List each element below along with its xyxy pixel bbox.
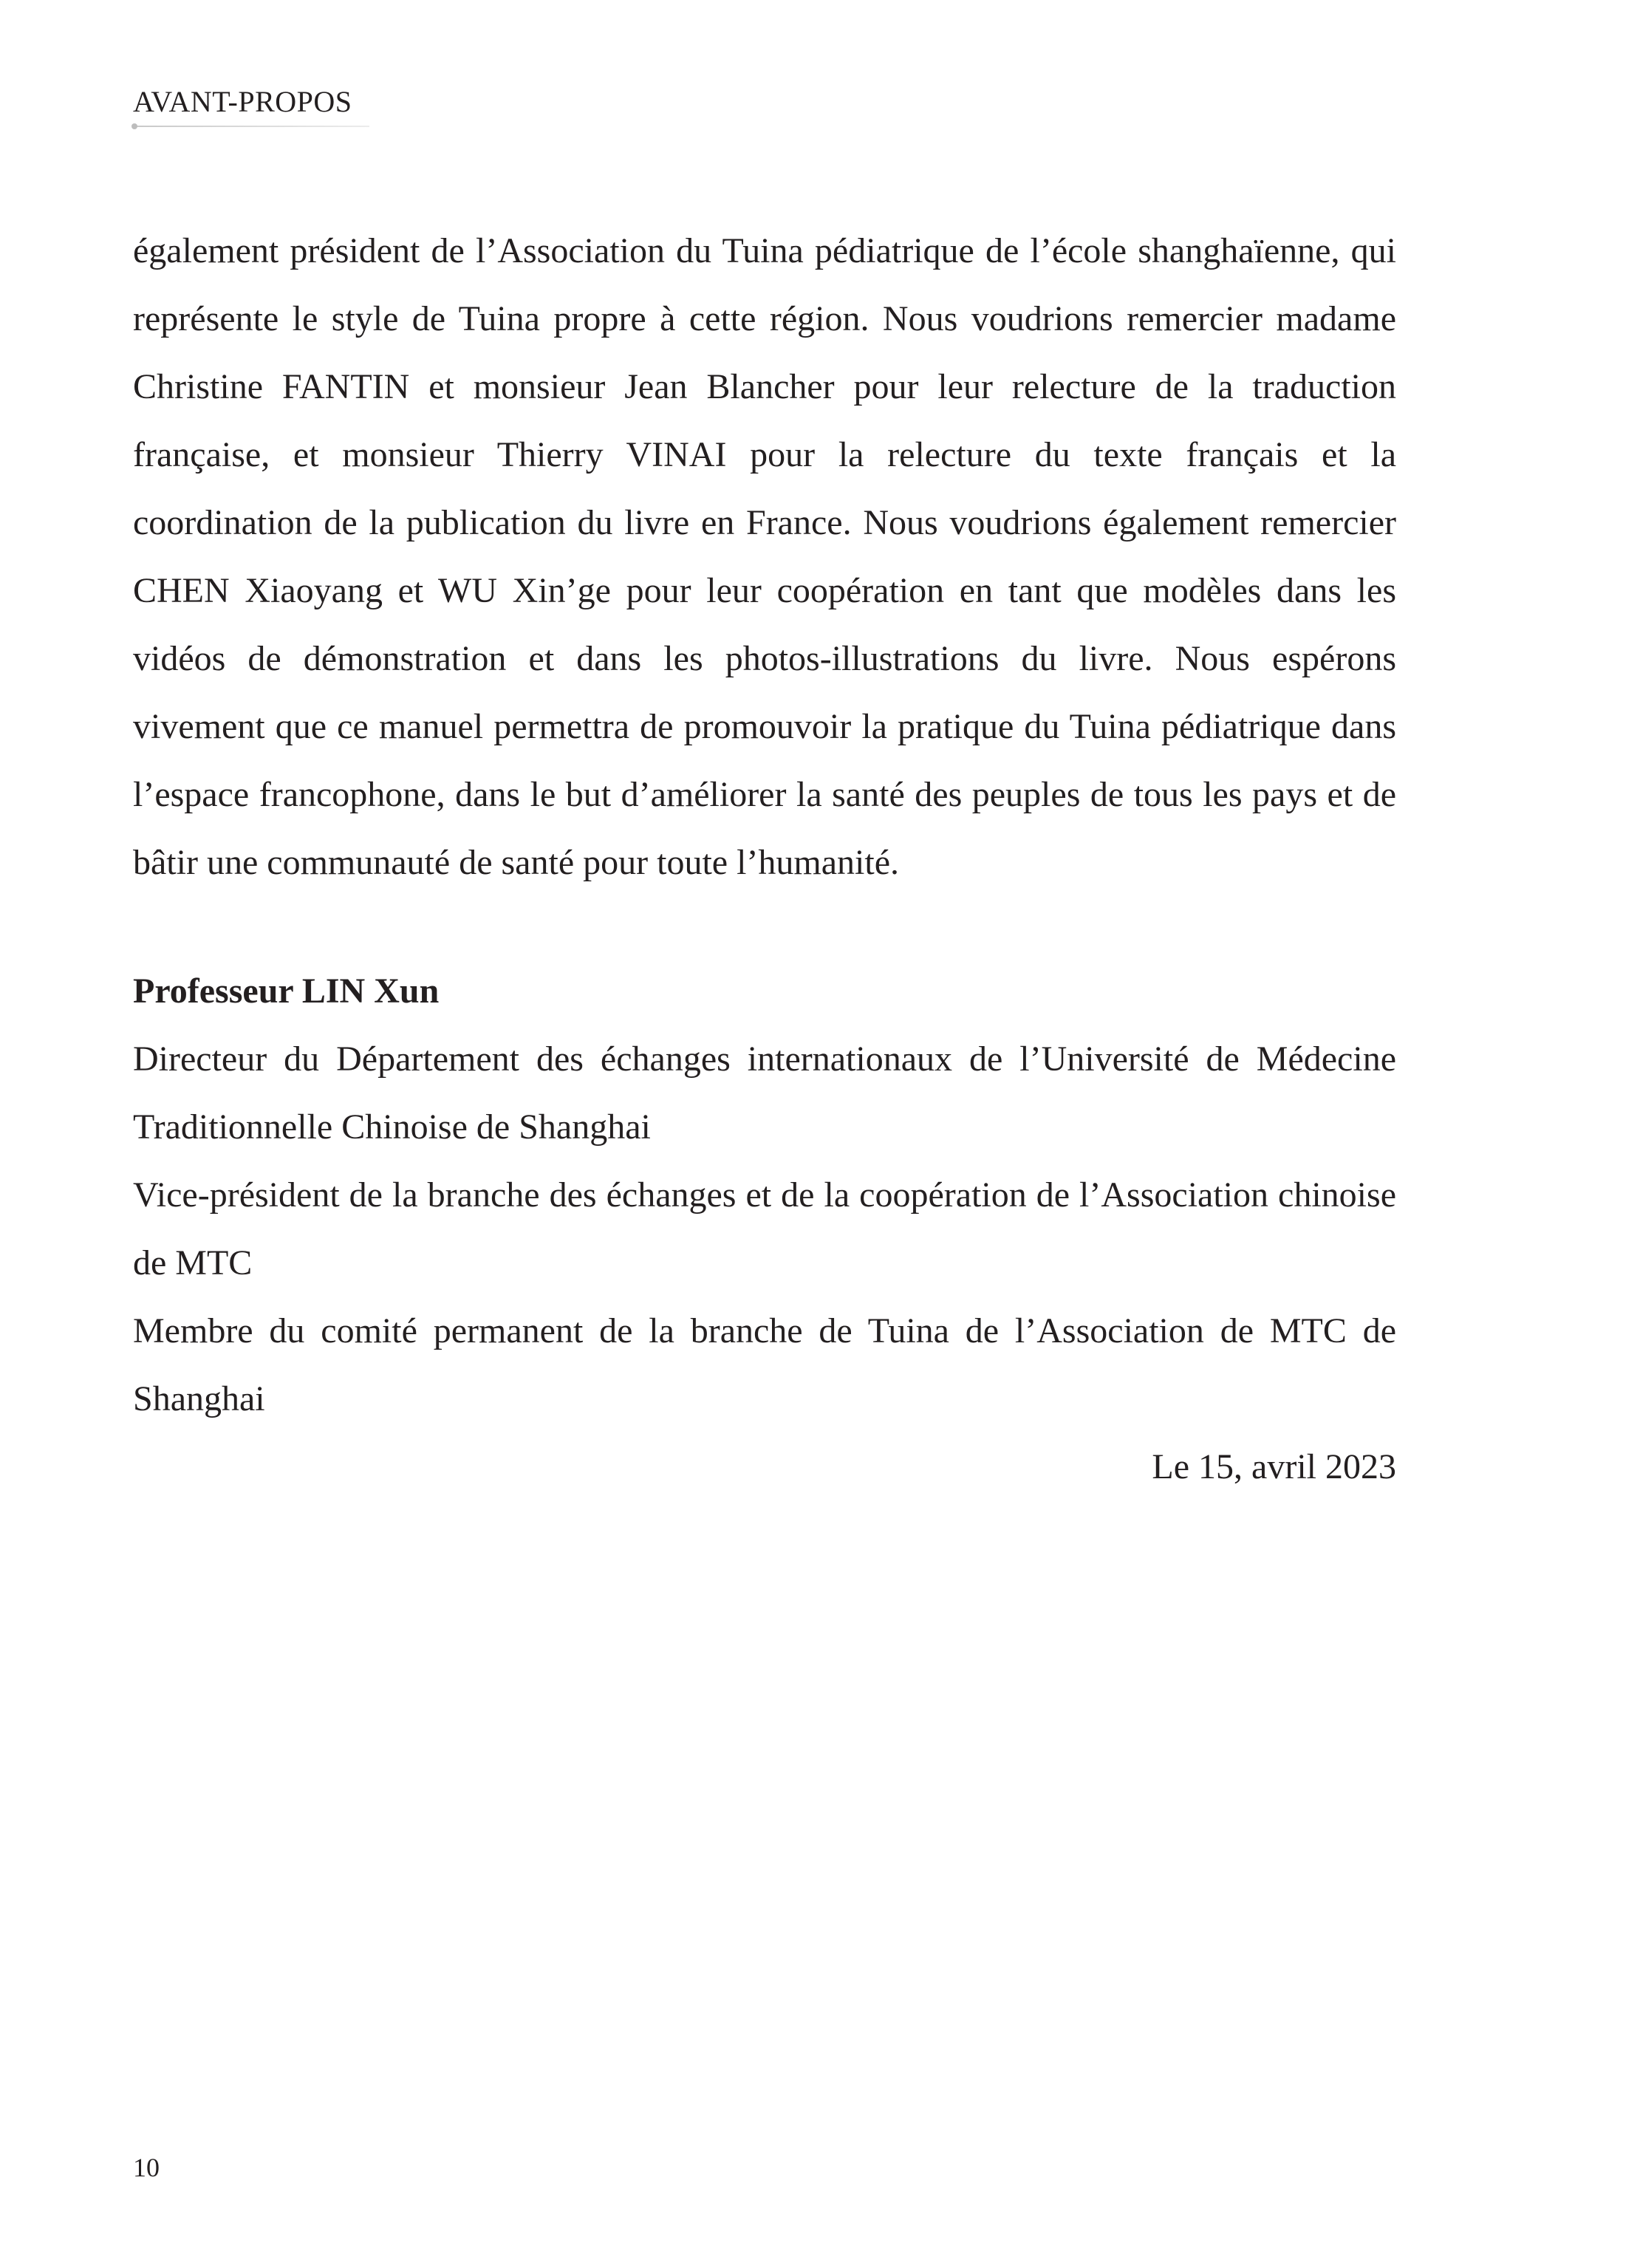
author-name: Professeur LIN Xun <box>133 971 440 1011</box>
author-title-1: Directeur du Département des échanges internationaux de l’Université de Médecine Traditionnelle Chinoise de Shanghai <box>133 1039 1396 1147</box>
signature-date: Le 15, avril 2023 <box>1152 1447 1396 1486</box>
page-number: 10 <box>133 2153 160 2182</box>
body-paragraph: également président de l’Association du Tuina pédiatrique de l’école shanghaïenne, qui représente le style de Tuina propre à cette région. Nous voudrions remercier madame Christine FANTIN et monsieur Jean Blancher pour leur relecture de la traduction française, et monsieur Thierry VINAI pour la relecture du texte français et la coordination de la publication du livre en France. Nous voudrions également remercier CHEN Xiaoyang et WU Xin’ge pour leur coopération en tant que modèles dans les vidéos de démonstration et dans les photos-illustrations du livre. Nous espérons vivement que ce manuel permettra de promouvoir la pratique du Tuina pédiatrique dans l’espace francophone, dans le but d’améliorer la santé des peuples de tous les pays et de bâtir une communauté de santé pour toute l’humanité. <box>133 231 1396 882</box>
running-header: AVANT-PROPOS <box>133 85 352 118</box>
signature-block <box>133 957 1396 1501</box>
author-title-3: Membre du comité permanent de la branche de Tuina de l’Association de MTC de Shanghai <box>133 1311 1396 1418</box>
author-title-2: Vice-président de la branche des échanges et de la coopération de l’Association chinoise de MTC <box>133 1175 1396 1282</box>
header-rule <box>133 126 369 127</box>
header-dot <box>131 123 137 129</box>
